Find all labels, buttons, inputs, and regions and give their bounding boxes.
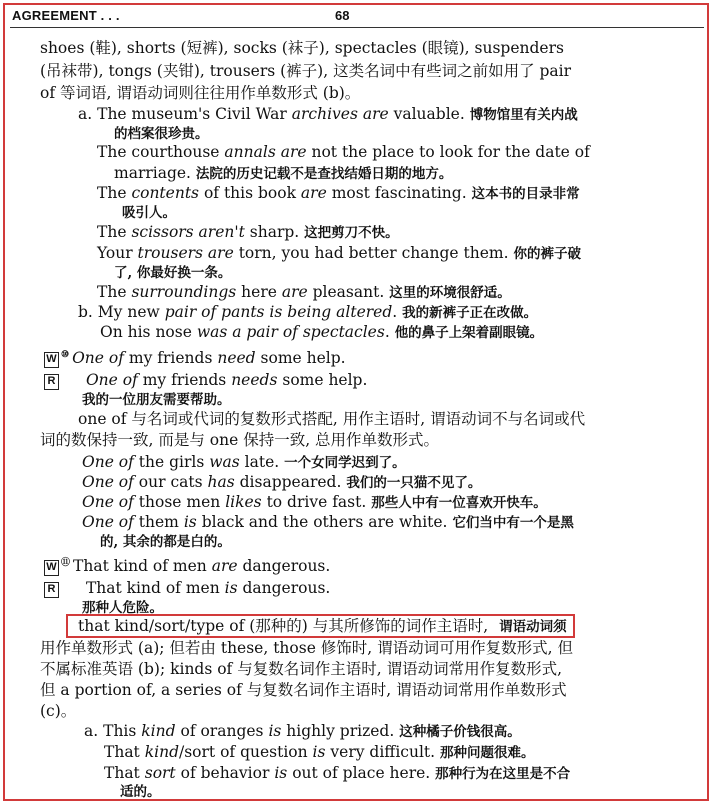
translation-line: 适的。 xyxy=(120,784,161,800)
example-label: a. xyxy=(84,722,99,740)
highlighted-text: that kind/sort/type of (那种的) 与其所修饰的词作主语时, xyxy=(78,617,489,635)
page-number: 68 xyxy=(335,8,350,23)
example-sentence: One of those men likes to drive fast. 那些人中有一位喜欢开快车。 xyxy=(82,493,547,511)
wrong-example: W ⑩ One of my friends need some help. xyxy=(44,345,346,368)
example-sentence: One of our cats has disappeared. 我们的一只猫不见了。 xyxy=(82,473,482,491)
body-text-line: (吊袜带), tongs (夹钳), trousers (裤子), 这类名词中有些词之前如用了 pair xyxy=(40,62,572,80)
example-sentence: The surroundings here are pleasant. 这里的环境很舒适。 xyxy=(97,283,511,301)
body-text-line: shoes (鞋), shorts (短裤), socks (袜子), spectacles (眼镜), suspenders xyxy=(40,39,564,57)
translation-line: 那种人危险。 xyxy=(82,600,163,616)
example-sentence: b. My new pair of pants is being altered. 我的新裤子正在改做。 xyxy=(78,303,538,321)
right-example: R That kind of men is dangerous. xyxy=(44,578,330,598)
example-sentence: The courthouse annals are not the place to look for the date of xyxy=(97,143,590,161)
body-text-line: of 等词语, 谓语动词则往往用作单数形式 (b)。 xyxy=(40,84,361,102)
running-head: AGREEMENT . . . xyxy=(12,8,120,23)
page-header xyxy=(0,0,714,30)
right-example: R One of my friends needs some help. xyxy=(44,370,367,390)
header-rule xyxy=(10,27,704,28)
translation-line: 的, 其余的都是白的。 xyxy=(100,534,231,550)
body-text-line: 不属标准英语 (b); kinds of 与复数名词作主语时, 谓语动词常用作复数形式, xyxy=(40,660,563,678)
body-text-line: one of 与名词或代词的复数形式搭配, 用作主语时, 谓语动词不与名词或代 xyxy=(78,410,586,428)
example-label: b. xyxy=(78,303,93,321)
wrong-mark-icon: W xyxy=(44,352,59,368)
example-label: a. xyxy=(78,105,93,123)
right-mark-icon: R xyxy=(44,582,59,598)
body-text-line: 用作单数形式 (a); 但若由 these, those 修饰时, 谓语动词可用作复数形式, 但 xyxy=(40,639,574,657)
example-sentence: On his nose was a pair of spectacles. 他的鼻子上架着副眼镜。 xyxy=(100,323,544,341)
example-sentence: That kind/sort of question is very difficult. 那种问题很难。 xyxy=(104,743,535,761)
body-text-line: that kind/sort/type of (那种的) 与其所修饰的词作主语时, 谓语动词须 xyxy=(78,617,567,635)
body-text-line: 但 a portion of, a series of 与复数名词作主语时, 谓语动词常用作单数形式 xyxy=(40,681,567,699)
example-sentence: The contents of this book are most fascinating. 这本书的目录非常 xyxy=(97,184,580,202)
right-mark-icon: R xyxy=(44,374,59,390)
note-number: ⑪ xyxy=(61,558,71,568)
wrong-example: W ⑪ That kind of men are dangerous. xyxy=(44,553,330,576)
example-sentence: a. The museum's Civil War archives are valuable. 博物馆里有关内战 xyxy=(78,105,578,123)
translation-line: 了, 你最好换一条。 xyxy=(114,265,232,281)
translation-line: 的档案很珍贵。 xyxy=(114,126,209,142)
example-sentence: One of the girls was late. 一个女同学迟到了。 xyxy=(82,453,406,471)
body-text-line: 词的数保持一致, 而是与 one 保持一致, 总用作单数形式。 xyxy=(40,431,440,449)
translation-line: 我的一位朋友需要帮助。 xyxy=(82,392,231,408)
translation-line: 吸引人。 xyxy=(122,205,176,221)
example-sentence: Your trousers are torn, you had better change them. 你的裤子破 xyxy=(97,244,581,262)
example-sentence: a. This kind of oranges is highly prized. 这种橘子价钱很高。 xyxy=(84,722,521,740)
example-sentence: The scissors aren't sharp. 这把剪刀不快。 xyxy=(97,223,399,241)
body-text-line: (c)。 xyxy=(40,702,77,720)
example-sentence: That sort of behavior is out of place here. 那种行为在这里是不合 xyxy=(104,764,571,782)
wrong-mark-icon: W xyxy=(44,560,59,576)
note-number: ⑩ xyxy=(61,350,70,360)
example-sentence: marriage. 法院的历史记载不是查找结婚日期的地方。 xyxy=(114,164,453,182)
example-sentence: One of them is black and the others are white. 它们当中有一个是黑 xyxy=(82,513,574,531)
